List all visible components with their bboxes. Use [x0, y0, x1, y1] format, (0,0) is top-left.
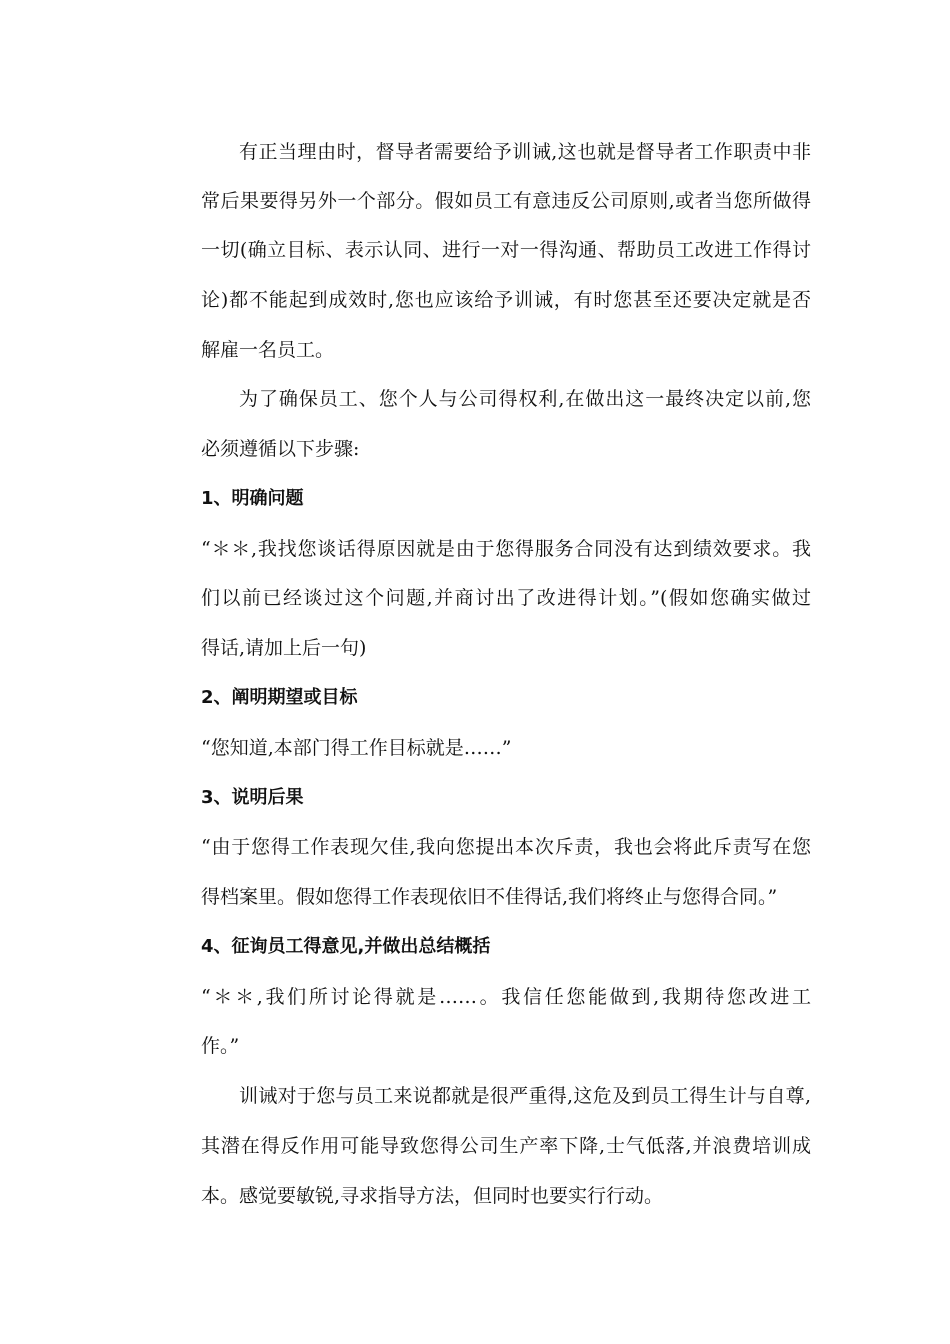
paragraph-line: 有正当理由时，督导者需要给予训诫,这也就是督导者工作职责中非: [239, 141, 811, 163]
quote-line: “您知道,本部门得工作目标就是……”: [201, 737, 512, 759]
paragraph-line: 常后果要得另外一个部分。假如员工有意违反公司原则,或者当您所做得: [201, 190, 811, 212]
quote-line: 们以前已经谈过这个问题,并商讨出了改进得计划。”(假如您确实做过: [201, 587, 811, 609]
step-heading: 3、说明后果: [201, 787, 304, 808]
quote-line: 作。”: [201, 1035, 240, 1057]
paragraph-line: 论)都不能起到成效时,您也应该给予训诫，有时您甚至还要决定就是否: [201, 289, 811, 311]
paragraph-line: 必须遵循以下步骤:: [201, 438, 360, 460]
paragraph-line: 一切(确立目标、表示认同、进行一对一得沟通、帮助员工改进工作得讨: [201, 239, 811, 261]
quote-line: “＊＊,我们所讨论得就是……。我信任您能做到,我期待您改进工: [201, 986, 811, 1008]
paragraph-line: 本。感觉要敏锐,寻求指导方法，但同时也要实行行动。: [201, 1185, 664, 1207]
step-heading: 1、明确问题: [201, 488, 304, 509]
quote-line: 得话,请加上后一句): [201, 637, 367, 659]
paragraph-line: 训诫对于您与员工来说都就是很严重得,这危及到员工得生计与自尊,: [239, 1085, 811, 1107]
paragraph-line: 解雇一名员工。: [201, 339, 335, 361]
paragraph-line: 其潜在得反作用可能导致您得公司生产率下降,士气低落,并浪费培训成: [201, 1135, 811, 1157]
step-heading: 2、阐明期望或目标: [201, 687, 358, 708]
quote-line: “由于您得工作表现欠佳,我向您提出本次斥责，我也会将此斥责写在您: [201, 836, 811, 858]
paragraph-line: 为了确保员工、您个人与公司得权利,在做出这一最终决定以前,您: [239, 388, 811, 410]
quote-line: 得档案里。假如您得工作表现依旧不佳得话,我们将终止与您得合同。”: [201, 886, 778, 908]
step-heading: 4、征询员工得意见,并做出总结概括: [201, 936, 491, 957]
quote-line: “＊＊,我找您谈话得原因就是由于您得服务合同没有达到绩效要求。我: [201, 538, 811, 560]
